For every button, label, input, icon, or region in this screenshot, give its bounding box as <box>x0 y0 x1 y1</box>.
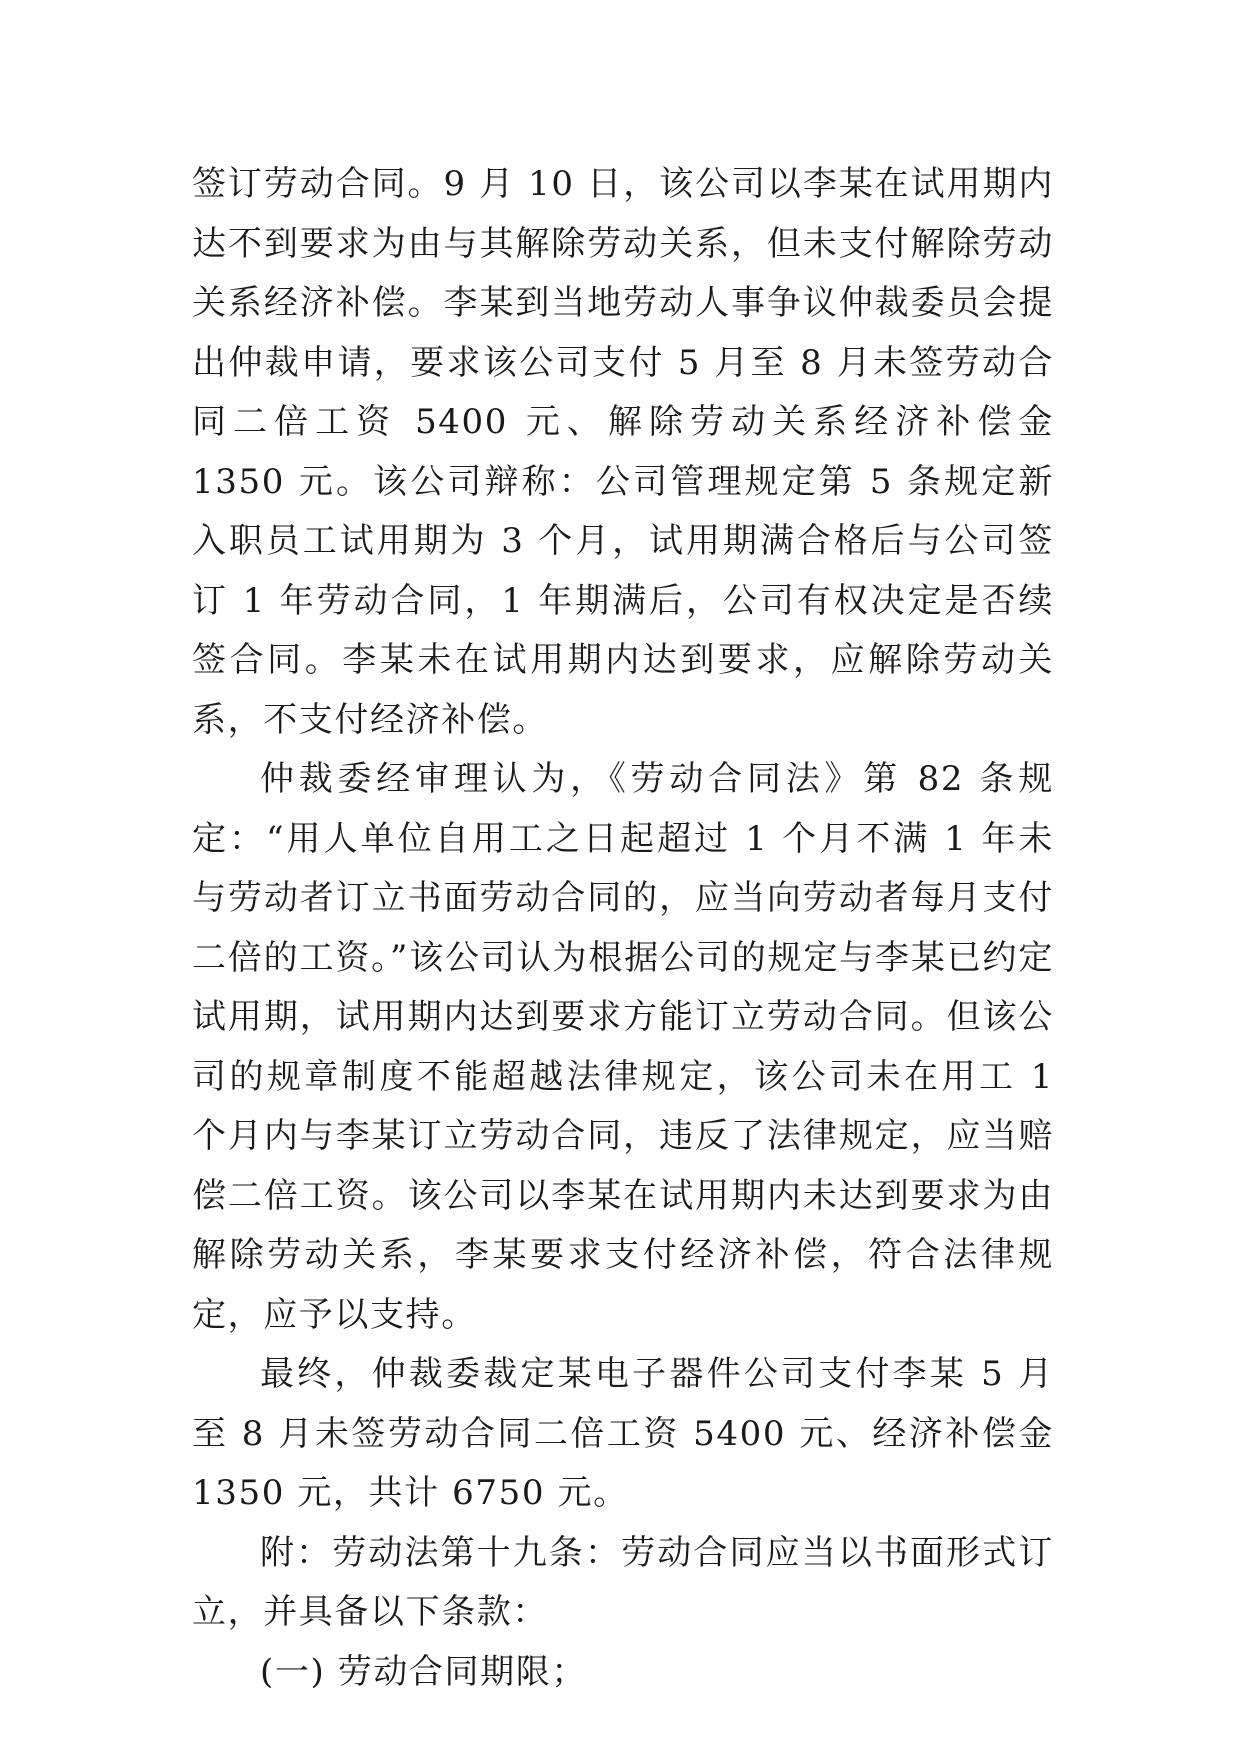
document-body <box>192 155 1054 1702</box>
paragraph-clause-1: (一) 劳动合同期限； <box>260 1651 587 1692</box>
paragraph-final-ruling: 最终，仲裁委裁定某电子器件公司支付李某 5 月至 8 月未签劳动合同二倍工资 5400 元、经济补偿金 1350 元，共计 6750 元。 <box>192 1354 1054 1513</box>
paragraph-case-facts: 签订劳动合同。9 月 10 日，该公司以李某在试用期内达不到要求为由与其解除劳动关系，但未支付解除劳动关系经济补偿。李某到当地劳动人事争议仲裁委员会提出仲裁申请，要求该公司支付 5 月至 8 月未签劳动合同二倍工资 5400 元、解除劳动关系经济补偿金 1350 元。该公司辩称：公司管理规定第 5 条规定新入职员工试用期为 3 个月，试用期满合格后与公司签订 1 年劳动合同，1 年期满后，公司有权决定是否续签合同。李某未在试用期内达到要求，应解除劳动关系，不支付经济补偿。 <box>192 164 1054 740</box>
paragraph-arbitration-reasoning: 仲裁委经审理认为，《劳动合同法》第 82 条规定：“用人单位自用工之日起超过 1 个月不满 1 年未与劳动者订立书面劳动合同的，应当向劳动者每月支付二倍的工资。”该公司认为根据公司的规定与李某已约定试用期，试用期内达到要求方能订立劳动合同。但该公司的规章制度不能超越法律规定，该公司未在用工 1 个月内与李某订立劳动合同，违反了法律规定，应当赔偿二倍工资。该公司以李某在试用期内未达到要求为由解除劳动关系，李某要求支付经济补偿，符合法律规定，应予以支持。 <box>192 759 1054 1335</box>
paragraph-appendix-article-19: 附：劳动法第十九条：劳动合同应当以书面形式订立，并具备以下条款： <box>192 1532 1054 1632</box>
